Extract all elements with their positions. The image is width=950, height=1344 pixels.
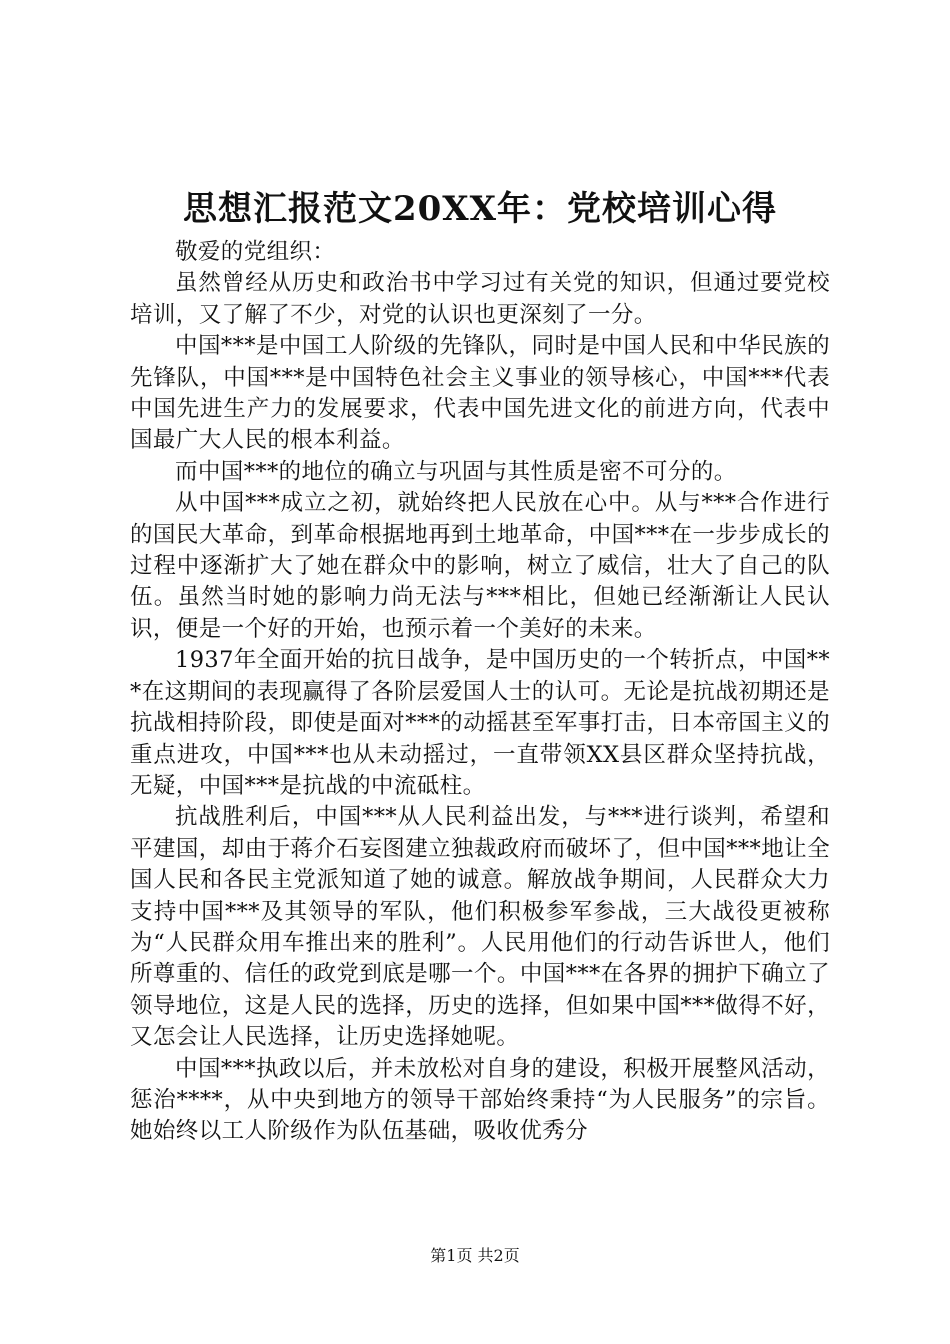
document-body: [130, 237, 830, 1148]
paragraph: 抗战胜利后，中国***从人民利益出发，与***进行谈判，希望和平建国，却由于蒋介石妄图建立独裁政府而破坏了，但中国***地让全国人民和各民主党派知道了她的诚意。解放战争期间，人民群众大力支持中国***及其领导的军队，他们积极参军参战，三大战役更被称为“人民群众用车推出来的胜利”。人民用他们的行动告诉世人，他们所尊重的、信任的政党到底是哪一个。中国***在各界的拥护下确立了领导地位，这是人民的选择，历史的选择，但如果中国***做得不好，又怎会让人民选择，让历史选择她呢。: [130, 804, 830, 1051]
paragraph: 中国***执政以后，并未放松对自身的建设，积极开展整风活动，惩治****，从中央到地方的领导干部始终秉持“为人民服务”的宗旨。她始终以工人阶级作为队伍基础，吸收优秀分: [130, 1055, 830, 1145]
paragraph: 1937年全面开始的抗日战争，是中国历史的一个转折点，中国***在这期间的表现赢得了各阶层爱国人士的认可。无论是抗战初期还是抗战相持阶段，即使是面对***的动摇甚至军事打击，日本帝国主义的重点进攻，中国***也从未动摇过，一直带领XX县区群众坚持抗战，无疑，中国***是抗战的中流砥柱。: [130, 647, 830, 799]
paragraph: 从中国***成立之初，就始终把人民放在心中。从与***合作进行的国民大革命，到革命根据地再到土地革命，中国***在一步步成长的过程中逐渐扩大了她在群众中的影响，树立了威信，壮大了自己的队伍。虽然当时她的影响力尚无法与***相比，但她已经渐渐让人民认识，便是一个好的开始，也预示着一个美好的未来。: [130, 490, 830, 642]
salutation: 敬爱的党组织：: [175, 239, 336, 265]
paragraph: 虽然曾经从历史和政治书中学习过有关党的知识，但通过要党校培训，又了解了不少，对党的认识也更深刻了一分。: [130, 270, 830, 328]
paragraph: 中国***是中国工人阶级的先锋队，同时是中国人民和中华民族的先锋队，中国***是中国特色社会主义事业的领导核心，中国***代表中国先进生产力的发展要求，代表中国先进文化的前进方向，代表中国最广大人民的根本利益。: [130, 333, 830, 454]
paragraph: 而中国***的地位的确立与巩固与其性质是密不可分的。: [175, 458, 737, 485]
page-number-footer: 第1页 共2页: [430, 1246, 520, 1265]
document-title: 思想汇报范文20XX年：党校培训心得: [182, 189, 778, 229]
